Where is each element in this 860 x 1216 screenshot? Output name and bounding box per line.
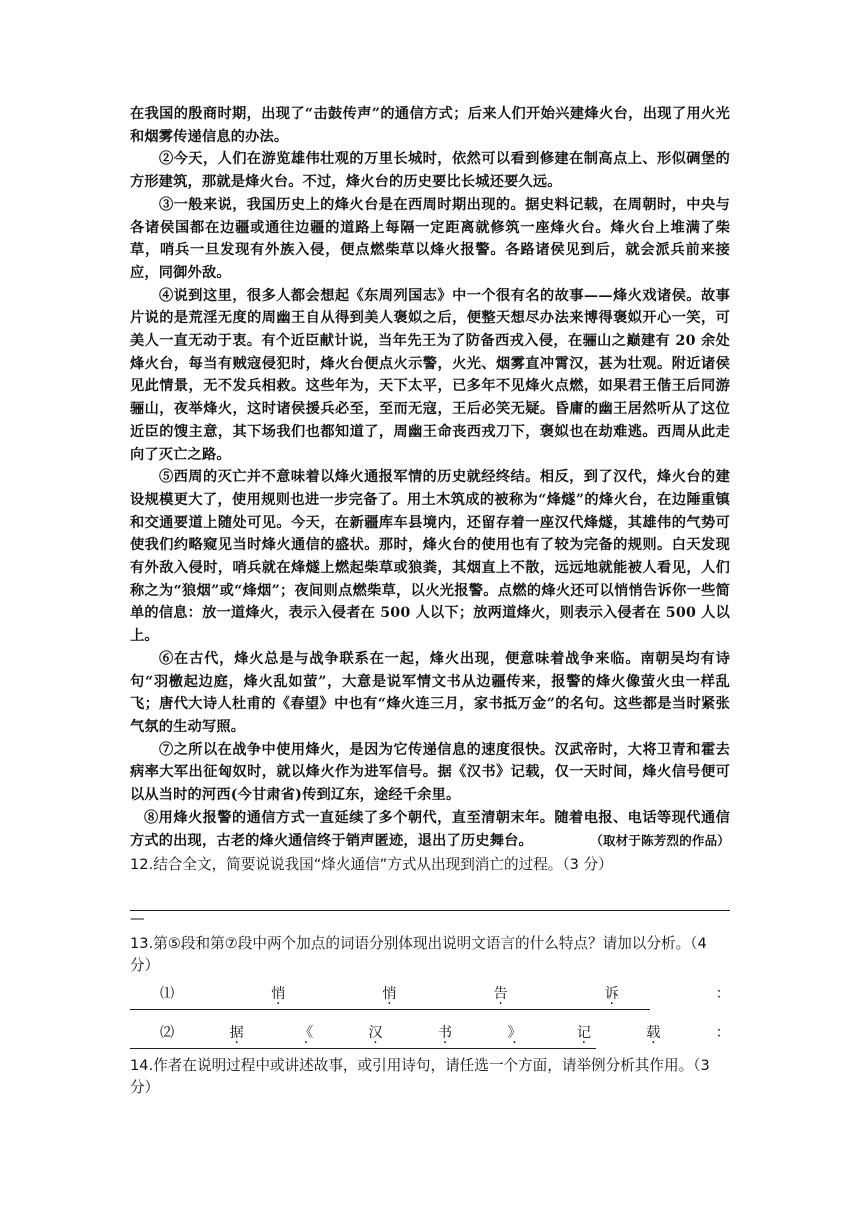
q13-2-colon: ：: [715, 1025, 730, 1042]
paragraph-2: ②今天，人们在游览雄伟壮观的万里长城时，依然可以看到修建在制高点上、形似碉堡的方形建筑，那就是烽火台。不过，烽火台的历史要比长城还要久远。: [130, 151, 730, 191]
q13-1-char-2: 悄 ·: [382, 983, 396, 1003]
question-13: 13.第⑤段和第⑦段中两个加点的词语分别体现出说明文语言的什么特点？请加以分析。（4 分）: [130, 935, 707, 975]
paragraph-8-text: ⑧用烽火报警的通信方式一直延续了多个朝代，直至清朝末年。随着电报、电话等现代通信方式的出现，古老的烽火通信终于销声匿迹，退出了历史舞台。: [130, 809, 730, 849]
q13-1-char-4: 诉 ·: [605, 983, 619, 1003]
question-13-part-1: [130, 983, 730, 1003]
question-13-part-2: [130, 1022, 730, 1042]
q13-2-char-6: 记 ·: [577, 1022, 591, 1042]
answer-line-12-tail: —: [130, 910, 145, 928]
q13-2-char-5: 》 ·: [507, 1022, 521, 1042]
paragraph-1: 在我国的殷商时期，出现了“击鼓传声”的通信方式；后来人们开始兴建烽火台，出现了用火光和烟雾传递信息的办法。: [130, 106, 730, 145]
q13-2-char-3: 汉 ·: [368, 1022, 382, 1042]
question-12: 12.结合全文，简要说说我国“烽火通信”方式从出现到消亡的过程。（3 分）: [130, 856, 613, 874]
paragraph-5: ⑤西周的灭亡并不意味着以烽火通报军情的历史就经终结。相反，到了汉代，烽火台的建设规模更大了，使用规则也进一步完备了。用土木筑成的被称为“烽燧”的烽火台，在边陲重镇和交通要道上随处可见。今天，在新疆库车县境内，还留存着一座汉代烽燧，其雄伟的气势可使我们约略窥见当时烽火通信的盛状。那时，烽火台的使用也有了较为完备的规则。白天发现有外敌入侵时，哨兵就在烽燧上燃起柴草或狼粪，其烟直上不散，远远地就能被人看见，人们称之为“狼烟”或“烽烟”；夜间则点燃柴草，以火光报警。点燃的烽火还可以悄悄告诉你一些简单的信息：放一道烽火，表示入侵者在 500 人以下；放两道烽火，则表示入侵者在 500 人以上。: [130, 469, 730, 645]
q13-2-num: ⑵: [160, 1025, 175, 1042]
answer-line-13-2[interactable]: [130, 1048, 596, 1049]
source-credit: （取材于陈芳烈的作品）: [590, 832, 730, 848]
q13-2-char-7: 载 ·: [646, 1022, 660, 1042]
q13-1-colon: ：: [715, 986, 730, 1003]
paragraph-4: ④说到这里，很多人都会想起《东周列国志》中一个很有名的故事——烽火戏诸侯。故事片说的是荒淫无度的周幽王自从得到美人褒姒之后，便整天想尽办法来博得褒姒开心一笑，可美人一直无动于衷。有个近臣献计说，当年先王为了防备西戎入侵，在骊山之巅建有 20 余处烽火台，每当有贼寇侵犯时，烽火台便点火示警，火光、烟雾直冲霄汉，甚为壮观。附近诸侯见此情景，无不发兵相救。这些年为，天下太平，已多年不见烽火点燃，如果君王偕王后同游骊山，夜举烽火，这时诸侯援兵必至，至而无寇，王后必笑无疑。昏庸的幽王居然听从了这位近臣的馊主意，其下场我们也都知道了，周幽王命丧西戎刀下，褒姒也在劫难逃。西周从此走向了灭亡之路。: [130, 287, 730, 463]
answer-space-12: [130, 876, 730, 910]
q13-1-char-1: 悄 ·: [271, 983, 285, 1003]
q13-2-char-2: 《 ·: [299, 1022, 313, 1042]
paragraph-3: ③一般来说，我国历史上的烽火台是在西周时期出现的。据史料记载，在周朝时，中央与各诸侯国都在边疆或通往边疆的道路上每隔一定距离就修筑一座烽火台。烽火台上堆满了柴草，哨兵一旦发现有外族入侵，便点燃柴草以烽火报警。各路诸侯见到后，就会派兵前来接应，同御外敌。: [130, 196, 730, 281]
paragraph-6: ⑥在古代，烽火总是与战争联系在一起，烽火出现，便意味着战争来临。南朝吴均有诗句“羽檄起边庭，烽火乱如萤”，大意是说军情文书从边疆传来，报警的烽火像萤火虫一样乱飞；唐代大诗人杜甫的《春望》中也有“烽火连三月，家书抵万金”的名句。这些都是当时紧张气氛的生动写照。: [130, 650, 730, 735]
paragraph-8: [130, 807, 730, 852]
q13-2-char-1: 据 ·: [229, 1022, 243, 1042]
paragraph-7: ⑦之所以在战争中使用烽火，是因为它传递信息的速度很快。汉武帝时，大将卫青和霍去病率大军出征匈奴时，就以烽火作为进军信号。据《汉书》记载，仅一天时间，烽火信号便可以从当时的河西(今甘肃省)传到辽东，途经千余里。: [130, 741, 730, 804]
question-14: 14.作者在说明过程中或讲述故事，或引用诗句，请任选一个方面，请举例分析其作用。（3 分）: [130, 1057, 710, 1097]
q13-2-char-4: 书 ·: [438, 1022, 452, 1042]
q13-1-char-3: 告 ·: [493, 983, 507, 1003]
document-page: [130, 103, 730, 1099]
q13-1-num: ⑴: [160, 986, 175, 1003]
